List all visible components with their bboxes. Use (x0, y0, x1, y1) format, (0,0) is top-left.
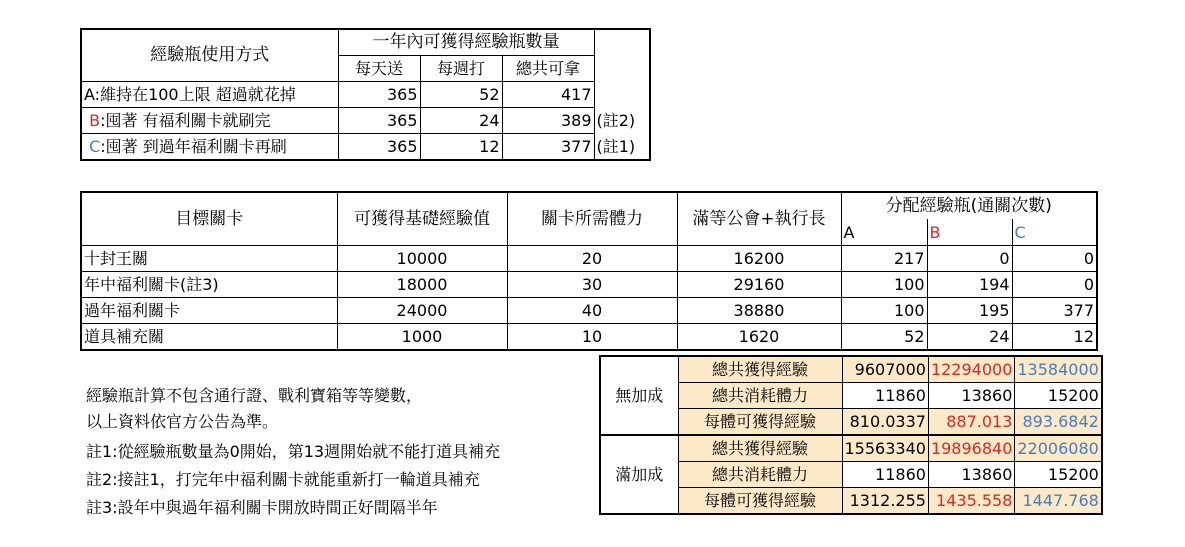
alloc-a: 217 (841, 246, 927, 272)
note-1: 註1:從經驗瓶數量為0開始，第13週開始就不能打道具補充 (86, 442, 501, 461)
header-method: 經驗瓶使用方式 (81, 29, 338, 82)
method-label: C:囤著 到過年福利關卡再刷 (81, 134, 338, 161)
group-label-no-bonus: 無加成 (600, 356, 678, 435)
value-a: 11860 (842, 383, 928, 409)
table-row (600, 356, 1102, 383)
metric-label: 總共獲得經驗 (678, 435, 842, 462)
value-c: 15200 (1015, 383, 1102, 409)
full-bonus-exp: 38880 (677, 298, 841, 324)
col-stage: 目標關卡 (81, 192, 337, 246)
stage-name: 過年福利關卡 (81, 298, 337, 324)
alloc-c: 0 (1012, 272, 1097, 298)
note-disclaimer-2: 以上資料依官方公告為準。 (86, 412, 279, 431)
method-prefix-c: C (89, 137, 101, 156)
value-a: 11860 (842, 462, 928, 488)
alloc-b: 24 (927, 324, 1012, 351)
value-c: 13584000 (1015, 356, 1102, 383)
stamina: 40 (507, 298, 677, 324)
stage-name: 道具補充關 (81, 324, 337, 351)
base-exp: 18000 (337, 272, 507, 298)
method-label: B:囤著 有福利關卡就刷完 (81, 108, 338, 134)
value-c: 893.6842 (1015, 409, 1102, 436)
alloc-c: 12 (1012, 324, 1097, 351)
alloc-c: 377 (1012, 298, 1097, 324)
metric-label: 總共消耗體力 (678, 462, 842, 488)
note-2: 註2:接註1，打完年中福利關卡就能重新打一輪道具補充 (86, 470, 480, 489)
value-b: 19896840 (928, 435, 1014, 462)
stamina: 10 (507, 324, 677, 351)
metric-label: 每體可獲得經驗 (678, 488, 842, 515)
weekly-value: 52 (420, 82, 502, 108)
daily-value: 365 (338, 82, 420, 108)
value-a: 810.0337 (842, 409, 928, 436)
row-note (594, 82, 650, 108)
value-b: 1435.558 (928, 488, 1014, 515)
stamina: 20 (507, 246, 677, 272)
table-row (81, 134, 650, 161)
table-row (81, 298, 1097, 324)
total-value: 377 (502, 134, 594, 161)
row-note: (註2) (596, 111, 636, 130)
value-b: 13860 (928, 462, 1014, 488)
value-c: 1447.768 (1015, 488, 1102, 515)
row-note: (註1) (596, 136, 636, 156)
alloc-b-label: B (927, 219, 1012, 246)
table-row (81, 246, 1097, 272)
total-value: 417 (502, 82, 594, 108)
value-b: 12294000 (928, 356, 1014, 383)
note-3: 註3:設年中與過年福利關卡開放時間正好間隔半年 (86, 498, 438, 517)
value-a: 15563340 (842, 435, 928, 462)
col-weekly: 每週打 (420, 56, 502, 82)
value-b: 13860 (928, 383, 1014, 409)
table-row (81, 324, 1097, 351)
metric-label: 總共消耗體力 (678, 383, 842, 409)
metric-label: 總共獲得經驗 (678, 356, 842, 383)
alloc-b: 194 (927, 272, 1012, 298)
table-row (81, 108, 650, 134)
stamina: 30 (507, 272, 677, 298)
method-prefix-a: A (84, 85, 95, 104)
alloc-a: 100 (841, 298, 927, 324)
table-row (81, 82, 650, 108)
col-allocation: 分配經驗瓶(通關次數) (841, 192, 1097, 219)
alloc-b: 195 (927, 298, 1012, 324)
col-base-exp: 可獲得基礎經驗值 (337, 192, 507, 246)
stage-name: 十封王關 (81, 246, 337, 272)
value-b: 887.013 (928, 409, 1014, 436)
col-full-bonus: 滿等公會+執行長 (677, 192, 841, 246)
weekly-value: 12 (420, 134, 502, 161)
col-daily: 每天送 (338, 56, 420, 82)
summary-table (599, 355, 1103, 515)
note-disclaimer-1: 經驗瓶計算不包含通行證、戰利寶箱等等變數， (86, 386, 423, 405)
full-bonus-exp: 1620 (677, 324, 841, 351)
full-bonus-exp: 29160 (677, 272, 841, 298)
value-a: 9607000 (842, 356, 928, 383)
alloc-c: 0 (1012, 246, 1097, 272)
alloc-a-label: A (841, 219, 927, 246)
table-row (600, 435, 1102, 462)
daily-value: 365 (338, 108, 420, 134)
total-value: 389 (502, 108, 594, 134)
value-a: 1312.255 (842, 488, 928, 515)
base-exp: 1000 (337, 324, 507, 351)
alloc-a: 100 (841, 272, 927, 298)
method-prefix-b: B (89, 111, 101, 130)
stage-table (80, 191, 1098, 351)
header-year-count: 一年內可獲得經驗瓶數量 (338, 29, 594, 56)
table-row (81, 272, 1097, 298)
group-label-full-bonus: 滿加成 (600, 435, 678, 514)
value-c: 15200 (1015, 462, 1102, 488)
weekly-value: 24 (420, 108, 502, 134)
alloc-b: 0 (927, 246, 1012, 272)
bottle-usage-table (80, 28, 651, 161)
base-exp: 10000 (337, 246, 507, 272)
col-stamina: 關卡所需體力 (507, 192, 677, 246)
method-label: A:維持在100上限 超過就花掉 (81, 82, 338, 108)
stage-name: 年中福利關卡(註3) (81, 272, 337, 298)
value-c: 22006080 (1015, 435, 1102, 462)
daily-value: 365 (338, 134, 420, 161)
alloc-a: 52 (841, 324, 927, 351)
alloc-c-label: C (1012, 219, 1097, 246)
base-exp: 24000 (337, 298, 507, 324)
metric-label: 每體可獲得經驗 (678, 409, 842, 436)
full-bonus-exp: 16200 (677, 246, 841, 272)
col-total: 總共可拿 (502, 56, 594, 82)
